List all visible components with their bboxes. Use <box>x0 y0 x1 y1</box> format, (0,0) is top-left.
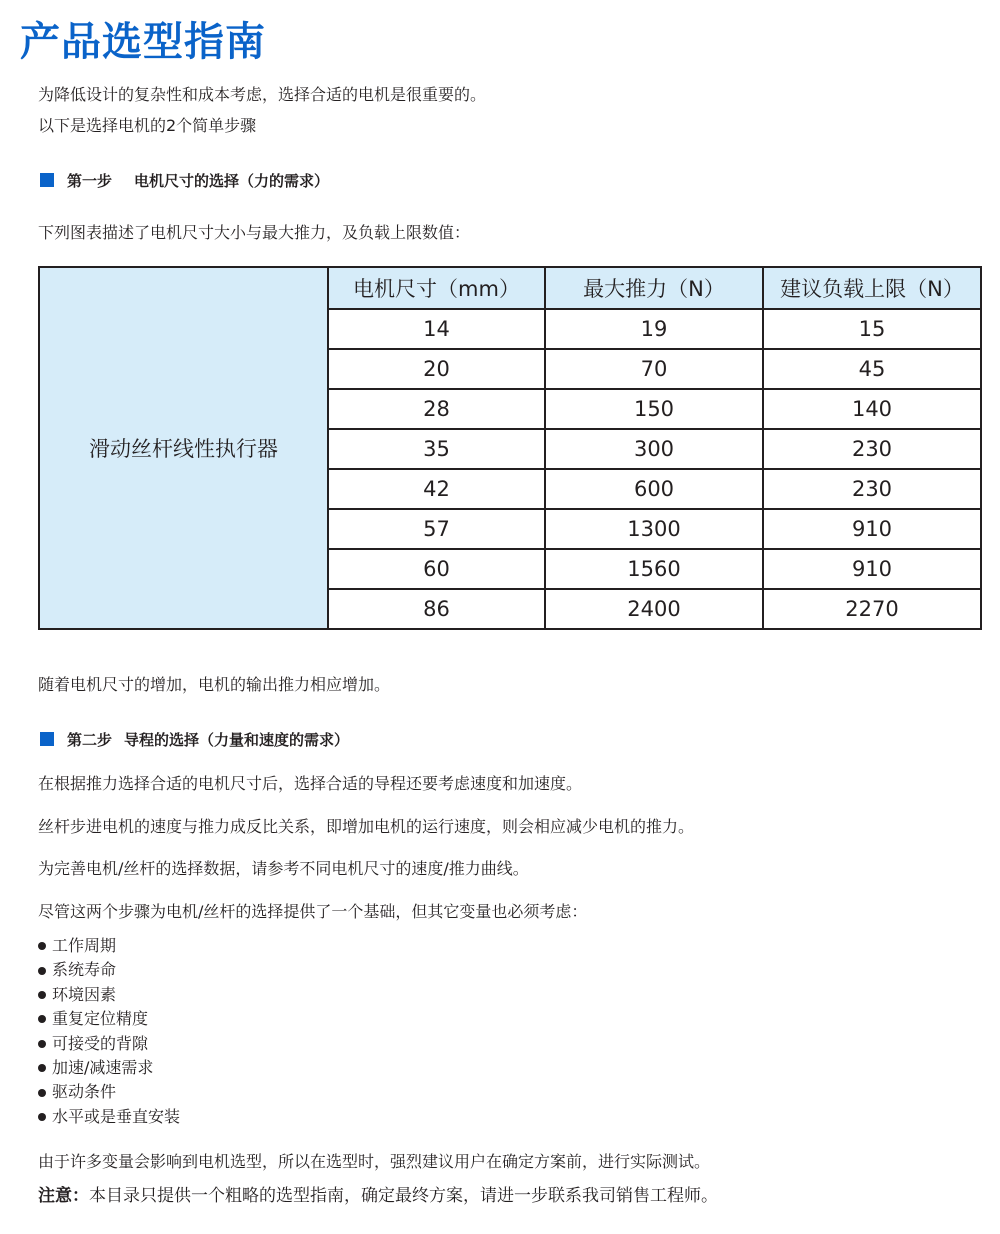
cell-motor-size: 20 <box>328 349 545 389</box>
table-header-row <box>39 267 981 309</box>
cell-load-limit: 230 <box>763 429 981 469</box>
blue-square-bullet-icon <box>40 732 54 746</box>
step2-paragraph-3: 为完善电机/丝杆的选择数据，请参考不同电机尺寸的速度/推力曲线。 <box>38 859 529 878</box>
header-load-limit: 建议负载上限（N） <box>763 267 981 309</box>
bullet-dot-icon <box>38 1040 46 1048</box>
step2-paragraph-1: 在根据推力选择合适的电机尺寸后，选择合适的导程还要考虑速度和加速度。 <box>38 774 583 793</box>
cell-motor-size: 28 <box>328 389 545 429</box>
list-item: 环境因素 <box>38 983 180 1007</box>
blue-square-bullet-icon <box>40 173 54 187</box>
step1-label: 第一步 <box>67 171 113 190</box>
cell-load-limit: 2270 <box>763 589 981 629</box>
bullet-dot-icon <box>38 1015 46 1023</box>
list-item: 加速/减速需求 <box>38 1056 180 1080</box>
intro-line-2: 以下是选择电机的2个简单步骤 <box>38 116 257 135</box>
list-item: 系统寿命 <box>38 958 180 982</box>
motor-spec-table <box>38 266 982 630</box>
cell-max-thrust: 300 <box>545 429 763 469</box>
factor-list <box>38 934 180 1129</box>
step2-closing: 由于许多变量会影响到电机选型，所以在选型时，强烈建议用户在确定方案前，进行实际测试。 <box>38 1152 711 1171</box>
cell-max-thrust: 150 <box>545 389 763 429</box>
cell-motor-size: 35 <box>328 429 545 469</box>
cell-motor-size: 60 <box>328 549 545 589</box>
note-label: 注意： <box>38 1186 89 1206</box>
bullet-dot-icon <box>38 1113 46 1121</box>
note <box>38 1184 718 1208</box>
bullet-dot-icon <box>38 967 46 975</box>
step2-heading <box>40 729 349 749</box>
note-text: 本目录只提供一个粗略的选型指南，确定最终方案，请进一步联系我司销售工程师。 <box>89 1186 718 1206</box>
cell-load-limit: 140 <box>763 389 981 429</box>
bullet-dot-icon <box>38 991 46 999</box>
cell-load-limit: 230 <box>763 469 981 509</box>
step1-conclusion: 随着电机尺寸的增加，电机的输出推力相应增加。 <box>38 675 391 694</box>
step1-title: 电机尺寸的选择（力的需求） <box>134 171 330 190</box>
cell-motor-size: 86 <box>328 589 545 629</box>
header-motor-size: 电机尺寸（mm） <box>328 267 545 309</box>
list-item: 重复定位精度 <box>38 1007 180 1031</box>
bullet-dot-icon <box>38 1064 46 1072</box>
step2-label: 第二步 <box>67 730 113 749</box>
list-item: 水平或是垂直安装 <box>38 1105 180 1129</box>
cell-motor-size: 57 <box>328 509 545 549</box>
list-item: 工作周期 <box>38 934 180 958</box>
step2-title: 导程的选择（力量和速度的需求） <box>124 730 350 749</box>
list-item: 可接受的背隙 <box>38 1032 180 1056</box>
step1-description: 下列图表描述了电机尺寸大小与最大推力，及负载上限数值： <box>38 223 471 242</box>
actuator-category-cell: 滑动丝杆线性执行器 <box>39 267 328 629</box>
cell-max-thrust: 2400 <box>545 589 763 629</box>
step1-heading <box>40 170 329 190</box>
cell-motor-size: 42 <box>328 469 545 509</box>
cell-max-thrust: 70 <box>545 349 763 389</box>
cell-max-thrust: 600 <box>545 469 763 509</box>
cell-load-limit: 910 <box>763 549 981 589</box>
intro-line-1: 为降低设计的复杂性和成本考虑，选择合适的电机是很重要的。 <box>38 85 487 104</box>
cell-max-thrust: 1300 <box>545 509 763 549</box>
bullet-dot-icon <box>38 942 46 950</box>
header-max-thrust: 最大推力（N） <box>545 267 763 309</box>
cell-motor-size: 14 <box>328 309 545 349</box>
cell-load-limit: 45 <box>763 349 981 389</box>
bullet-dot-icon <box>38 1089 46 1097</box>
cell-max-thrust: 19 <box>545 309 763 349</box>
step2-paragraph-2: 丝杆步进电机的速度与推力成反比关系，即增加电机的运行速度，则会相应减少电机的推力。 <box>38 817 695 836</box>
cell-load-limit: 910 <box>763 509 981 549</box>
step2-paragraph-4: 尽管这两个步骤为电机/丝杆的选择提供了一个基础，但其它变量也必须考虑： <box>38 902 588 921</box>
cell-load-limit: 15 <box>763 309 981 349</box>
list-item: 驱动条件 <box>38 1080 180 1104</box>
cell-max-thrust: 1560 <box>545 549 763 589</box>
page-title: 产品选型指南 <box>20 19 266 65</box>
